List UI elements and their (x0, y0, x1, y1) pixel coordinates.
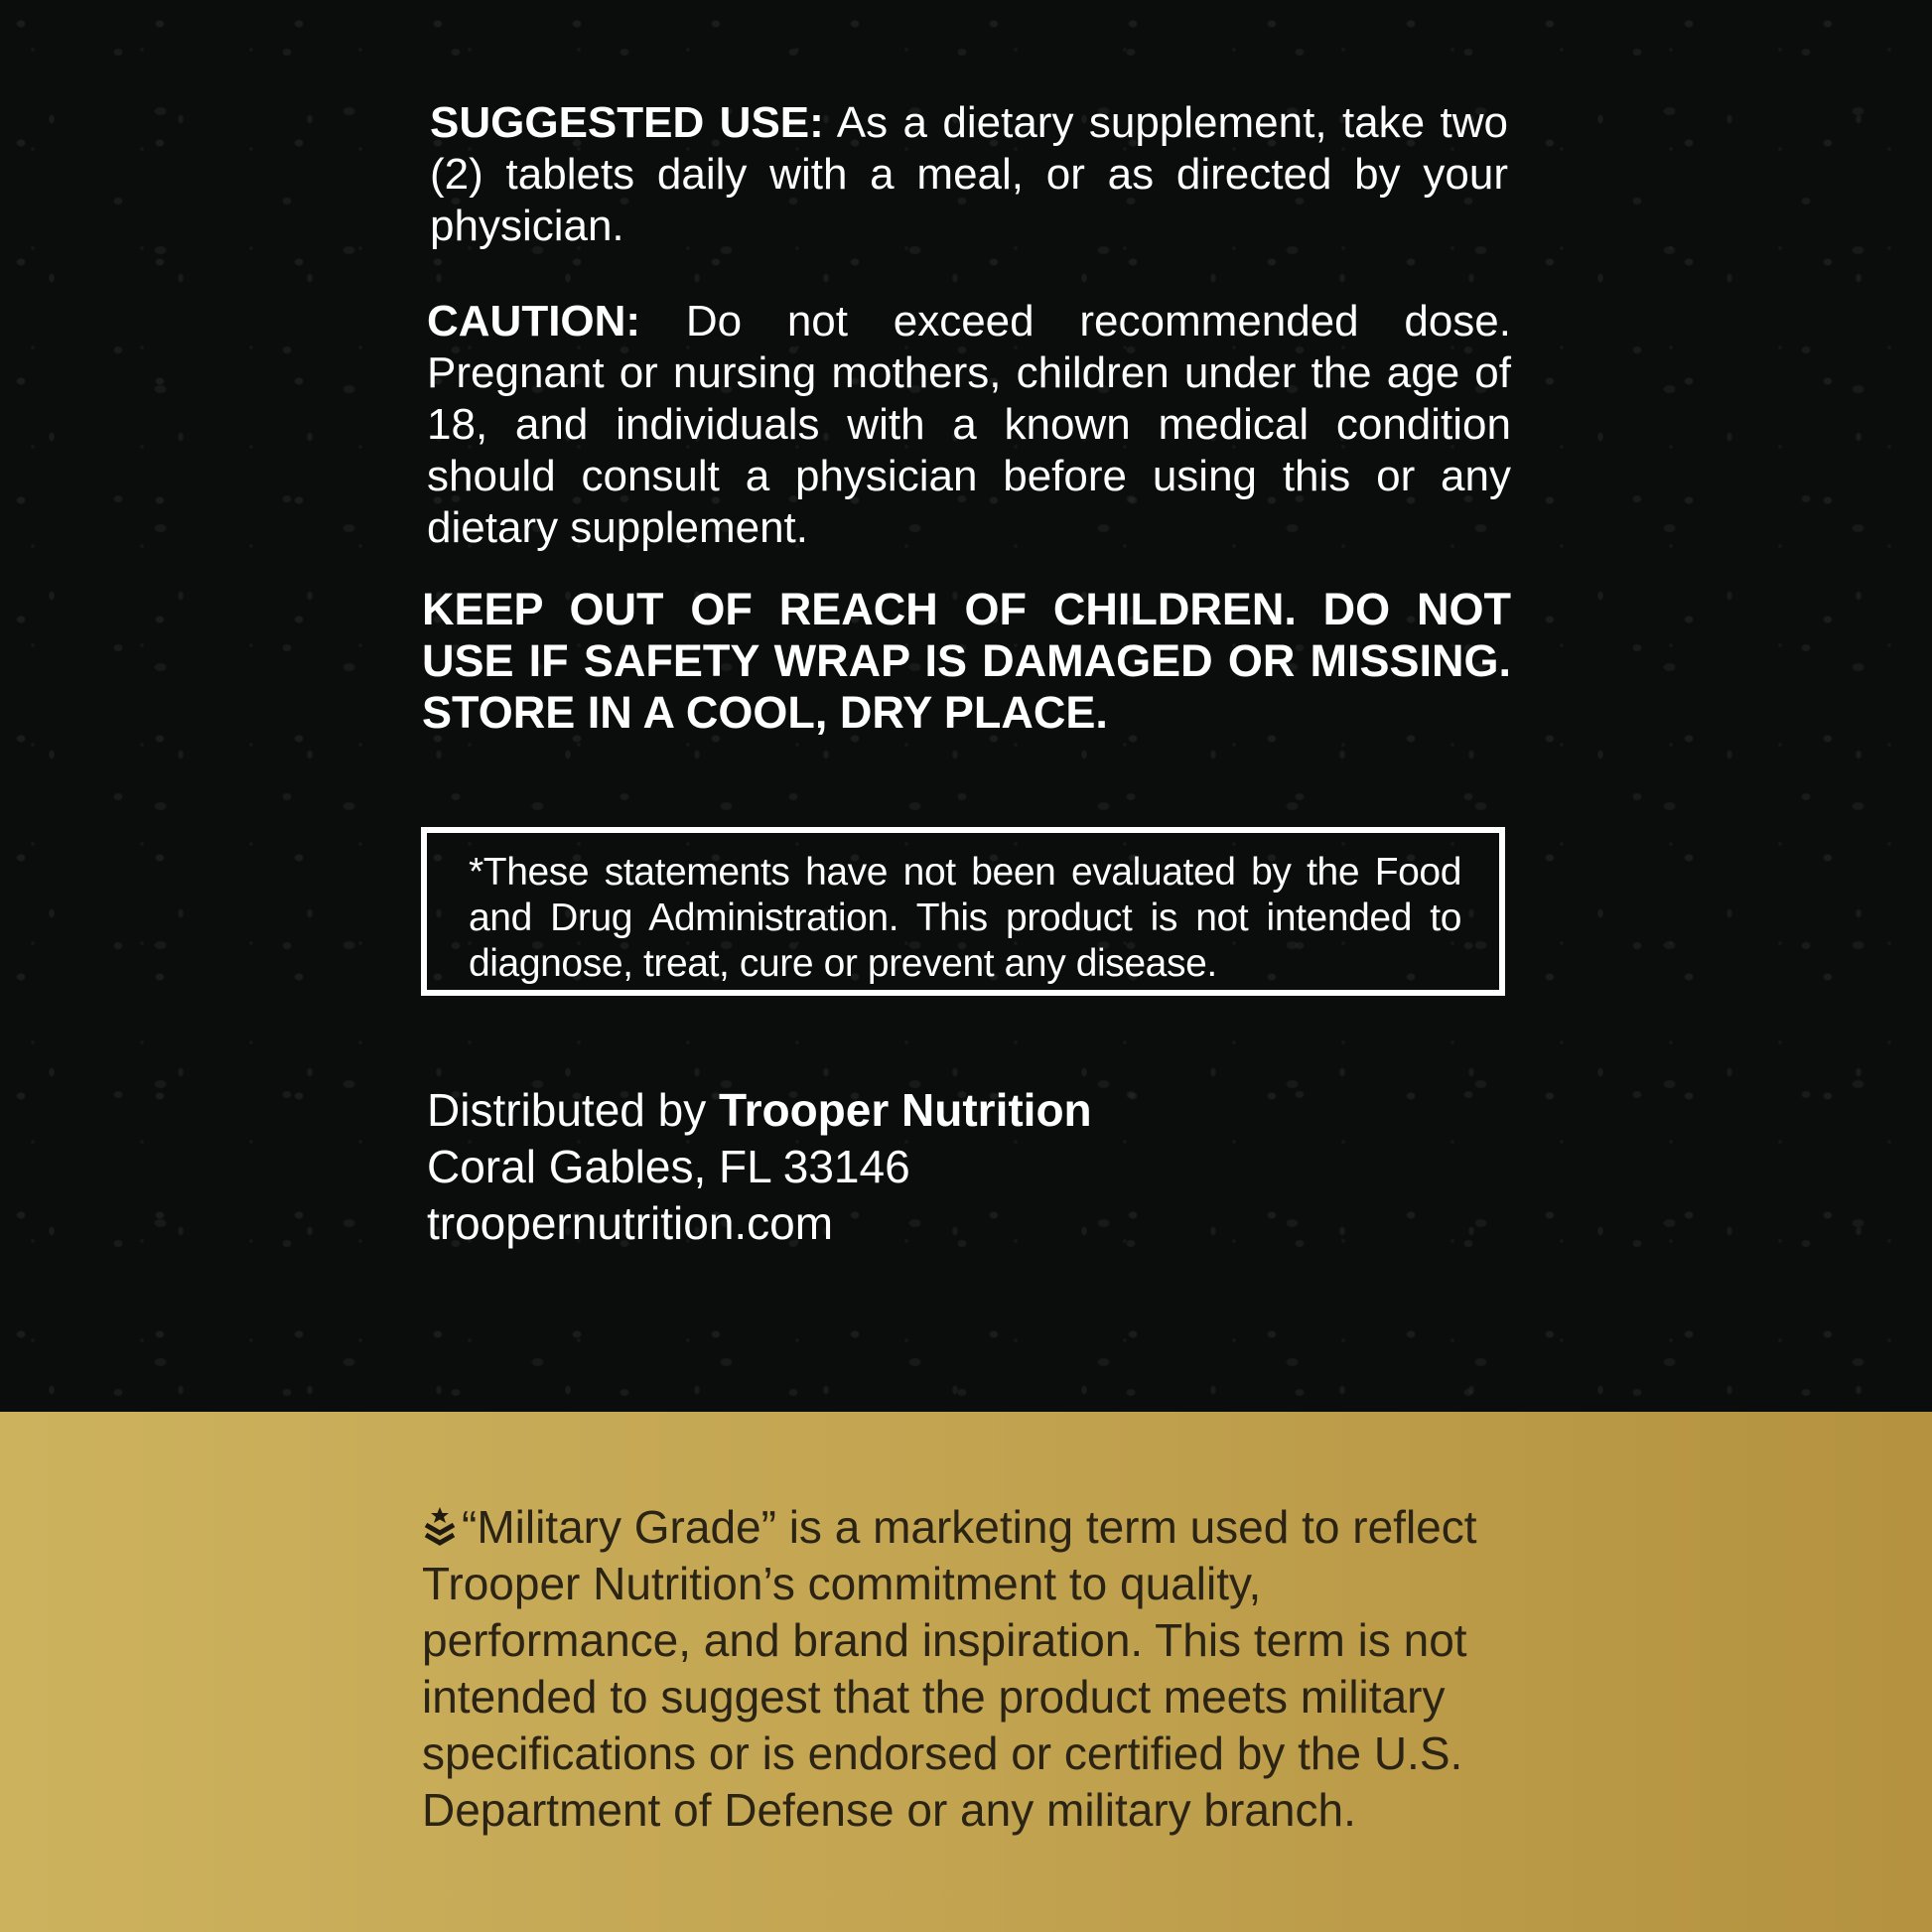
distributor-line (427, 1082, 1092, 1139)
caution-text: Do not exceed recommended dose. Pregnant or nursing mothers, children under the age of 18, and individuals with a known medical condition should consult a physician before using this or any dietary supplement. (427, 297, 1511, 552)
fda-disclaimer-text: *These statements have not been evaluated by the Food and Drug Administration. This product is not intended to diagnose, treat, cure or prevent any disease. (469, 851, 1461, 985)
caution-label: CAUTION: (427, 297, 641, 345)
suggested-use-label: SUGGESTED USE: (430, 98, 824, 147)
military-grade-note (422, 1499, 1524, 1839)
brand-name: Trooper Nutrition (719, 1084, 1092, 1136)
distributor-prefix: Distributed by (427, 1084, 720, 1136)
distributor-block (427, 1082, 1092, 1252)
military-grade-text: “Military Grade” is a marketing term used to reflect Trooper Nutrition’s commitment to quality, performance, and brand inspiration. This term is not intended to suggest that the product meets military specifications or is endorsed or certified by the U.S. Department of Defense or any military branch. (422, 1501, 1477, 1836)
distributor-website: troopernutrition.com (427, 1197, 834, 1249)
fda-disclaimer-box (421, 827, 1505, 996)
sergeant-chevron-star-icon (422, 1505, 458, 1549)
suggested-use-paragraph (430, 97, 1508, 252)
distributor-address: Coral Gables, FL 33146 (427, 1141, 910, 1192)
suggested-use-text: As a dietary supplement, take two (2) tablets daily with a meal, or as directed by your physician. (430, 98, 1508, 250)
caution-paragraph (427, 296, 1511, 554)
safety-warning: KEEP OUT OF REACH OF CHILDREN. DO NOT USE IF SAFETY WRAP IS DAMAGED OR MISSING. STORE IN A COOL, DRY PLACE. (422, 584, 1511, 738)
